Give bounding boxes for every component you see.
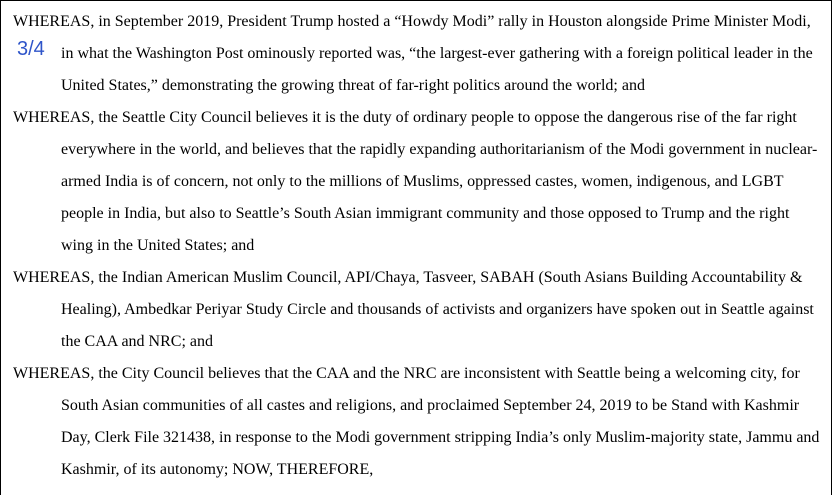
document-body: [13, 12, 821, 492]
text-line: Healing), Ambedkar Periyar Study Circle and thousands of activists and organizers have spoken out in Seattle against: [61, 301, 814, 318]
text-line: Day, Clerk File 321438, in response to the Modi government stripping India’s only Muslim-majority state, Jammu and: [61, 429, 820, 446]
text-line: South Asian communities of all castes and religions, and proclaimed September 24, 2019 to be Stand with Kashmir: [61, 397, 800, 414]
text-line: the CAA and NRC; and: [61, 333, 213, 350]
text-line: armed India is of concern, not only to the millions of Muslims, oppressed castes, women, indigenous, and LGBT: [61, 173, 784, 190]
text-line: WHEREAS, the Indian American Muslim Council, API/Chaya, Tasveer, SABAH (South Asians Building Accountability &: [13, 269, 803, 286]
whereas-paragraph-3: [13, 268, 821, 364]
text-line: in what the Washington Post ominously reported was, “the largest-ever gathering with a foreign political leader in the: [61, 45, 813, 62]
text-line: everywhere in the world, and believes that the rapidly expanding authoritarianism of the Modi government in nuclear-: [61, 141, 818, 158]
text-line: Kashmir, of its autonomy; NOW, THEREFORE,: [61, 461, 374, 478]
text-line: WHEREAS, the City Council believes that the CAA and the NRC are inconsistent with Seattle being a welcoming city, for: [13, 365, 800, 382]
page-indicator: 3/4: [17, 38, 45, 60]
text-line: WHEREAS, the Seattle City Council believes it is the duty of ordinary people to oppose the dangerous rise of the far right: [13, 109, 797, 126]
text-line: people in India, but also to Seattle’s South Asian immigrant community and those opposed to Trump and the right: [61, 205, 790, 222]
text-line: wing in the United States; and: [61, 237, 255, 254]
whereas-paragraph-1: [13, 12, 821, 108]
whereas-paragraph-2: [13, 108, 821, 268]
whereas-paragraph-4: [13, 364, 821, 492]
text-line: United States,” demonstrating the growing threat of far-right politics around the world; and: [61, 77, 645, 94]
text-line: WHEREAS, in September 2019, President Trump hosted a “Howdy Modi” rally in Houston alongside Prime Minister Modi,: [13, 13, 811, 30]
